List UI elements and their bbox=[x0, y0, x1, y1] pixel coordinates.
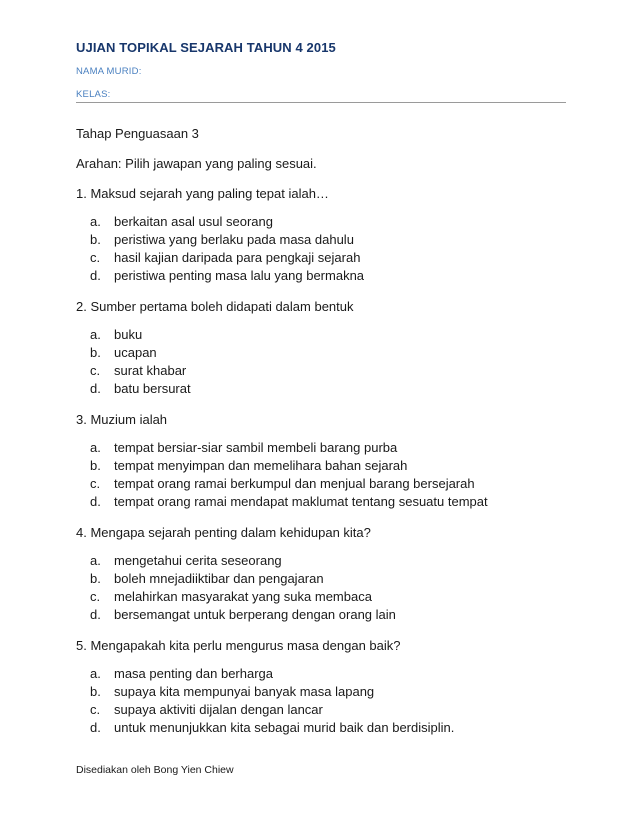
option-text: ucapan bbox=[114, 345, 157, 360]
option-text: peristiwa yang berlaku pada masa dahulu bbox=[114, 232, 354, 247]
option-text: untuk menunjukkan kita sebagai murid baik dan berdisiplin. bbox=[114, 720, 455, 735]
question-text: 3. Muzium ialah bbox=[76, 412, 168, 427]
class-label: KELAS: bbox=[76, 89, 111, 100]
answer-option bbox=[76, 326, 566, 344]
option-letter: b. bbox=[90, 458, 101, 473]
answer-option bbox=[76, 588, 566, 606]
option-text: hasil kajian daripada para pengkaji sejarah bbox=[114, 250, 361, 265]
answer-option bbox=[76, 701, 566, 719]
answer-option bbox=[76, 493, 566, 511]
option-text: tempat orang ramai berkumpul dan menjual barang bersejarah bbox=[114, 476, 475, 491]
option-letter: b. bbox=[90, 345, 101, 360]
question-text: 2. Sumber pertama boleh didapati dalam bentuk bbox=[76, 299, 354, 314]
student-name-label: NAMA MURID: bbox=[76, 66, 142, 77]
answer-option bbox=[76, 665, 566, 683]
answer-option bbox=[76, 213, 566, 231]
option-text: tempat bersiar-siar sambil membeli barang purba bbox=[114, 440, 398, 455]
option-list bbox=[76, 326, 566, 398]
document-title: UJIAN TOPIKAL SEJARAH TAHUN 4 2015 bbox=[76, 40, 336, 55]
instructions: Arahan: Pilih jawapan yang paling sesuai. bbox=[76, 156, 317, 171]
question-list bbox=[76, 186, 566, 737]
answer-option bbox=[76, 606, 566, 624]
option-list bbox=[76, 439, 566, 511]
option-text: masa penting dan berharga bbox=[114, 666, 274, 681]
option-letter: a. bbox=[90, 666, 101, 681]
header-divider bbox=[76, 102, 566, 103]
option-letter: c. bbox=[90, 476, 101, 491]
option-text: buku bbox=[114, 327, 143, 342]
option-letter: a. bbox=[90, 327, 101, 342]
option-list bbox=[76, 213, 566, 285]
option-letter: d. bbox=[90, 381, 101, 396]
option-letter: a. bbox=[90, 553, 101, 568]
option-text: supaya kita mempunyai banyak masa lapang bbox=[114, 684, 375, 699]
answer-option bbox=[76, 570, 566, 588]
option-letter: d. bbox=[90, 607, 101, 622]
option-letter: d. bbox=[90, 494, 101, 509]
option-list bbox=[76, 552, 566, 624]
mastery-level: Tahap Penguasaan 3 bbox=[76, 126, 199, 141]
answer-option bbox=[76, 439, 566, 457]
option-letter: c. bbox=[90, 250, 101, 265]
option-text: peristiwa penting masa lalu yang bermakna bbox=[114, 268, 365, 283]
prepared-by-footer: Disediakan oleh Bong Yien Chiew bbox=[76, 764, 234, 776]
option-letter: c. bbox=[90, 589, 101, 604]
option-letter: c. bbox=[90, 702, 101, 717]
answer-option bbox=[76, 719, 566, 737]
option-text: mengetahui cerita seseorang bbox=[114, 553, 282, 568]
answer-option bbox=[76, 475, 566, 493]
question-text: 5. Mengapakah kita perlu mengurus masa dengan baik? bbox=[76, 638, 401, 653]
answer-option bbox=[76, 457, 566, 475]
answer-option bbox=[76, 249, 566, 267]
option-text: batu bersurat bbox=[114, 381, 191, 396]
option-letter: b. bbox=[90, 684, 101, 699]
option-text: supaya aktiviti dijalan dengan lancar bbox=[114, 702, 323, 717]
question-text: 1. Maksud sejarah yang paling tepat ialah… bbox=[76, 186, 329, 201]
answer-option bbox=[76, 267, 566, 285]
answer-option bbox=[76, 380, 566, 398]
answer-option bbox=[76, 344, 566, 362]
option-letter: a. bbox=[90, 440, 101, 455]
answer-option bbox=[76, 362, 566, 380]
option-letter: a. bbox=[90, 214, 101, 229]
question-text: 4. Mengapa sejarah penting dalam kehidupan kita? bbox=[76, 525, 371, 540]
option-text: bersemangat untuk berperang dengan orang lain bbox=[114, 607, 396, 622]
option-letter: b. bbox=[90, 571, 101, 586]
option-text: boleh mnejadiiktibar dan pengajaran bbox=[114, 571, 324, 586]
answer-option bbox=[76, 683, 566, 701]
option-letter: d. bbox=[90, 268, 101, 283]
option-letter: c. bbox=[90, 363, 101, 378]
option-letter: b. bbox=[90, 232, 101, 247]
option-list bbox=[76, 665, 566, 737]
option-letter: d. bbox=[90, 720, 101, 735]
option-text: surat khabar bbox=[114, 363, 187, 378]
answer-option bbox=[76, 231, 566, 249]
option-text: tempat orang ramai mendapat maklumat tentang sesuatu tempat bbox=[114, 494, 488, 509]
option-text: tempat menyimpan dan memelihara bahan sejarah bbox=[114, 458, 408, 473]
option-text: berkaitan asal usul seorang bbox=[114, 214, 273, 229]
answer-option bbox=[76, 552, 566, 570]
option-text: melahirkan masyarakat yang suka membaca bbox=[114, 589, 372, 604]
exam-body bbox=[76, 126, 566, 751]
